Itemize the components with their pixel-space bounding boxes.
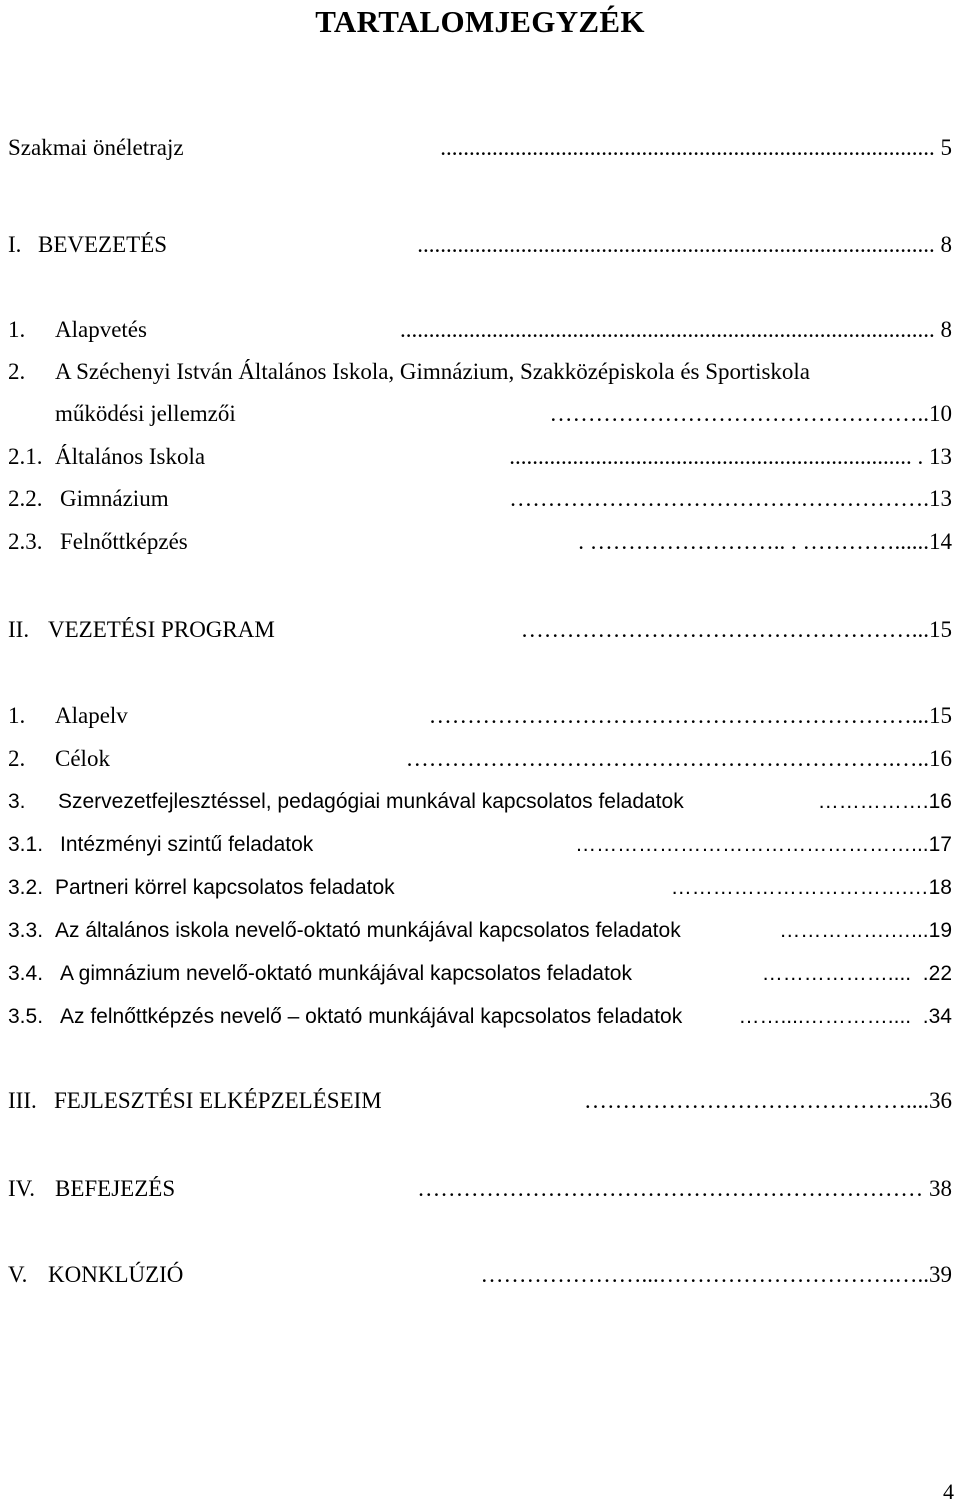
- toc-entry: [0, 225, 960, 265]
- page-title: TARTALOMJEGYZÉK: [315, 4, 645, 39]
- entry-leader-page: ...................................................................... . 13: [509, 444, 952, 469]
- entry-number: 1.: [8, 703, 26, 728]
- entry-number: V.: [8, 1262, 28, 1287]
- entry-number: 2.: [8, 359, 26, 384]
- entry-text: Felnőttképzés: [60, 529, 188, 554]
- entry-text: A gimnázium nevelő-oktató munkájával kapcsolatos feladatok: [60, 962, 632, 985]
- entry-leader-page: .......................................................................................... 8: [417, 232, 952, 257]
- entry-text: Az általános iskola nevelő-oktató munkájával kapcsolatos feladatok: [55, 919, 681, 942]
- toc-entry: [0, 437, 960, 477]
- toc-entry: [0, 310, 960, 350]
- toc-entry: [0, 997, 960, 1037]
- entry-leader-page: …………………...………………………….…..39: [480, 1262, 952, 1287]
- entry-text: KONKLÚZIÓ: [48, 1262, 184, 1287]
- entry-leader-page: …………….…...19: [779, 919, 952, 942]
- entry-leader-page: ……………….... .22: [761, 962, 952, 985]
- entry-leader-page: …………….16: [817, 790, 952, 813]
- entry-leader-page: ………………………………………………………...15: [428, 703, 952, 728]
- entry-leader-page: ............................................................................................. 8: [400, 317, 952, 342]
- toc-entry: [0, 394, 960, 434]
- entry-text: Az felnőttképzés nevelő – oktató munkájával kapcsolatos feladatok: [60, 1005, 683, 1028]
- toc-entry: [0, 352, 960, 392]
- entry-leader-page: ……………………………………………...15: [520, 617, 952, 642]
- entry-number: 2.: [8, 746, 26, 771]
- entry-number: I.: [8, 232, 22, 257]
- toc-entry: [0, 610, 960, 650]
- entry-text: Intézményi szintű feladatok: [60, 833, 314, 856]
- toc-entry: [0, 825, 960, 865]
- entry-leader-page: …………………………………………..10: [549, 401, 952, 426]
- entry-leader-page: ……………………………………………….13: [509, 486, 952, 511]
- entry-number: 3.1.: [8, 833, 44, 856]
- toc-entry: [0, 696, 960, 736]
- entry-text: működési jellemzői: [55, 401, 236, 426]
- entry-number: 1.: [8, 317, 26, 342]
- entry-text: Célok: [55, 746, 110, 771]
- entry-leader-page: ……....………….... .34: [738, 1005, 952, 1028]
- entry-text: Alapvetés: [55, 317, 147, 342]
- entry-text: Szervezetfejlesztéssel, pedagógiai munkával kapcsolatos feladatok: [58, 790, 684, 813]
- entry-number: III.: [8, 1088, 37, 1113]
- entry-number: 3.3.: [8, 919, 44, 942]
- toc-entry: [0, 1081, 960, 1121]
- entry-number: 3.2.: [8, 876, 44, 899]
- toc-entry: [0, 1169, 960, 1209]
- entry-number: 2.1.: [8, 444, 43, 469]
- entry-number: II.: [8, 617, 30, 642]
- entry-text: BEFEJEZÉS: [55, 1176, 176, 1201]
- toc-entry: [0, 128, 960, 168]
- entry-leader-page: ……………………………………………………….…..16: [405, 746, 952, 771]
- entry-leader-page: …………………………………………...17: [575, 833, 952, 856]
- entry-leader-page: . …………………….. . …………......14: [578, 529, 952, 554]
- entry-number: 2.2.: [8, 486, 43, 511]
- toc-entry: [0, 1255, 960, 1295]
- entry-number: 3.5.: [8, 1005, 44, 1028]
- page-number: 4: [943, 1479, 954, 1504]
- toc-entry: [0, 479, 960, 519]
- toc-entry: [0, 739, 960, 779]
- entry-number: 3.: [8, 790, 26, 813]
- entry-text: VEZETÉSI PROGRAM: [48, 617, 275, 642]
- toc-entry: [0, 522, 960, 562]
- entry-text: FEJLESZTÉSI ELKÉPZELÉSEIM: [54, 1088, 382, 1113]
- entry-text: Partneri körrel kapcsolatos feladatok: [55, 876, 395, 899]
- entry-leader-page: ……………………………………....36: [584, 1088, 952, 1113]
- toc-entry: [0, 954, 960, 994]
- toc-entry: [0, 782, 960, 822]
- entry-text: Alapelv: [55, 703, 128, 728]
- entry-leader-page: ...................................................................................... 5: [440, 135, 952, 160]
- entry-text: Szakmai önéletrajz: [8, 135, 184, 160]
- entry-text: A Széchenyi István Általános Iskola, Gimnázium, Szakközépiskola és Sportiskola: [55, 359, 811, 384]
- toc-entry: [0, 868, 960, 908]
- entry-text: Általános Iskola: [55, 444, 206, 469]
- entry-number: 2.3.: [8, 529, 43, 554]
- entry-text: BEVEZETÉS: [38, 232, 168, 257]
- entry-text: Gimnázium: [60, 486, 169, 511]
- toc-entry: [0, 911, 960, 951]
- entry-leader-page: …………………………….…18: [670, 876, 952, 899]
- entry-number: 3.4.: [8, 962, 44, 985]
- entry-leader-page: ………………………………………………………… 38: [417, 1176, 952, 1201]
- entry-number: IV.: [8, 1176, 36, 1201]
